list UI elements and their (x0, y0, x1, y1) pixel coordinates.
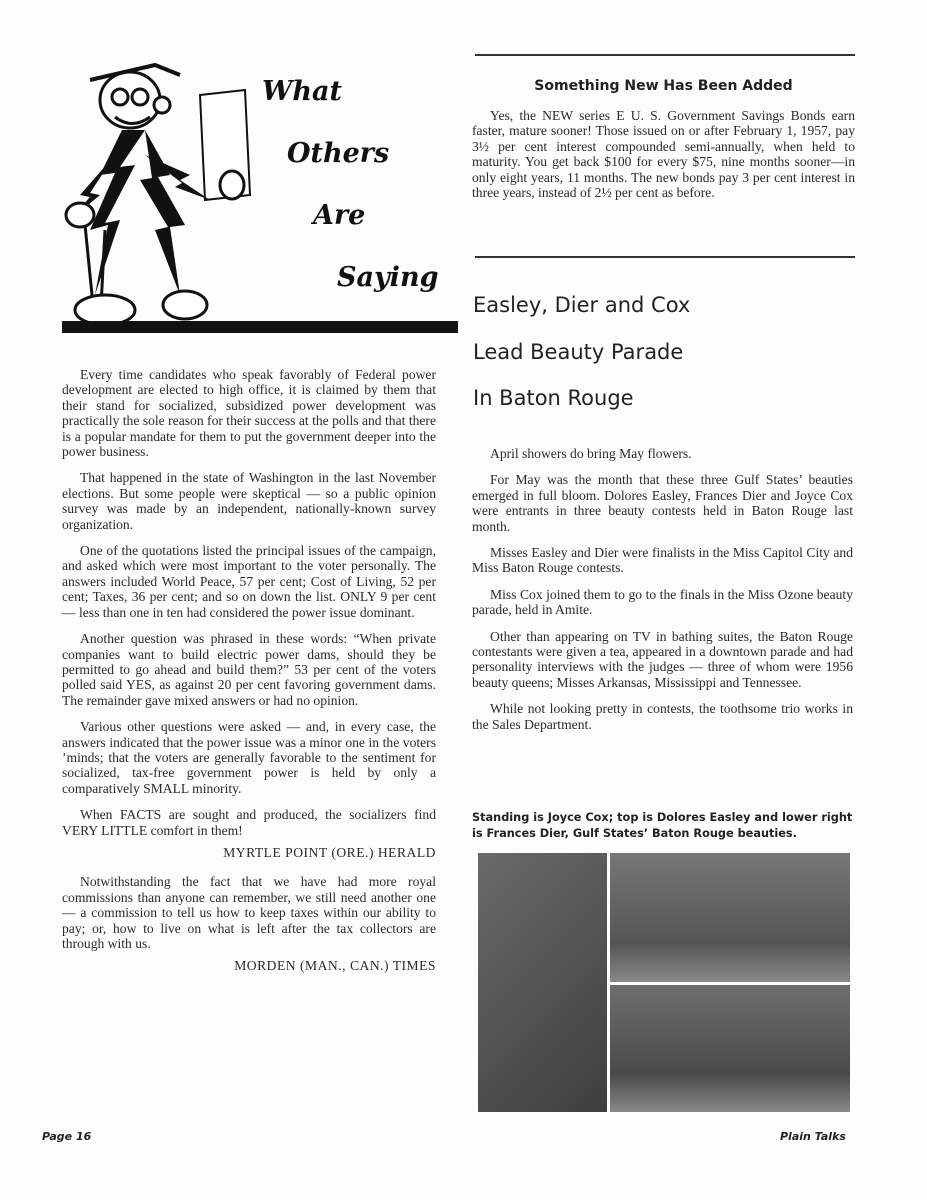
bonds-body: Yes, the NEW series E U. S. Government Savings Bonds earn faster, mature sooner! Those issued on or after February 1, 1957, pay 3½ per cent interest compounded semi-annually, when held to maturity. You get back $100 for every $75, nine months sooner—in only eight years, 11 months. The new bonds pay 3 per cent interest in three years, instead of 2½ per cent as before. (472, 108, 855, 201)
paragraph: Misses Easley and Dier were finalists in the Miss Capitol City and Miss Baton Rouge contests. (472, 545, 853, 576)
photo-caption: Standing is Joyce Cox; top is Dolores Easley and lower right is Frances Dier, Gulf States’ Baton Rouge beauties. (472, 811, 853, 840)
headline-line-2: Lead Beauty Parade (473, 340, 684, 364)
paragraph: When FACTS are sought and produced, the socializers find VERY LITTLE comfort in them! (62, 807, 436, 838)
photo-joyce-cox (478, 853, 607, 1112)
divider-rule (475, 256, 855, 258)
photo-frances-dier (610, 985, 850, 1112)
headline-line-1: Easley, Dier and Cox (473, 293, 691, 317)
divider-rule (475, 54, 855, 56)
left-column (62, 367, 436, 988)
header-word-saying: Saying (337, 262, 439, 293)
paragraph: Miss Cox joined them to go to the finals in the Miss Ozone beauty parade, held in Amite. (472, 586, 853, 618)
paragraph: While not looking pretty in contests, the toothsome trio works in the Sales Department. (472, 701, 853, 732)
headline-line-3: In Baton Rouge (473, 386, 634, 410)
bonds-article (472, 108, 855, 211)
paragraph: April showers do bring May flowers. (490, 446, 692, 461)
photo-dolores-easley (610, 853, 850, 982)
header-word-what: What (262, 76, 342, 107)
paragraph: Every time candidates who speak favorably of Federal power development are elected to high office, it is claimed by them that their stand for socialized, subsidized power development was practically the sole reason for their success at the polls and that there is a popular mandate for them to put the government deeper into the power business. (62, 367, 436, 460)
source-attribution: MORDEN (MAN., CAN.) TIMES (234, 958, 436, 974)
paragraph: Various other questions were asked — and, in every case, the answers indicated that the power issue was a minor one in the voters ’minds; that the voters are generally favorable to the sentiment for socialized, tax-free government power is held by only a comparatively SMALL minority. (62, 719, 436, 796)
paragraph: For May was the month that these three Gulf States’ beauties emerged in full bloom. Dolores Easley, Frances Dier and Joyce Cox were entrants in three beauty contests held in Baton Rouge last month. (472, 472, 853, 534)
header-word-others: Others (287, 138, 390, 169)
paragraph: Another question was phrased in these words: “When private companies want to build electric power dams, should they be permitted to go ahead and build them?” 53 per cent of the voters polled said YES, as against 20 per cent favoring government dams. The remainder gave mixed answers or had no opinion. (62, 631, 436, 708)
beauty-article (472, 446, 853, 743)
publication-name: Plain Talks (780, 1130, 846, 1143)
bonds-title: Something New Has Been Added (534, 78, 793, 94)
header-bar (62, 321, 458, 333)
paragraph: Notwithstanding the fact that we have had more royal commissions than anyone can remember, we still need another one — a commission to tell us how to keep taxes within our ability to pay; or, how to live on what is left after the tax collectors are through with us. (62, 874, 436, 951)
paragraph: One of the quotations listed the principal issues of the campaign, and asked which were most important to the voter personally. The answers included World Peace, 57 per cent; Cost of Living, 52 per cent; Taxes, 36 per cent; and so on down the list. ONLY 9 per cent — less than one in ten had considered the power issue dominant. (62, 543, 436, 620)
header-word-are: Are (313, 200, 366, 231)
source-attribution: MYRTLE POINT (ORE.) HERALD (223, 844, 436, 860)
paragraph: That happened in the state of Washington in the last November elections. But some people were skeptical — so a public opinion survey was made by an independent, nationally-known survey organization. (62, 470, 436, 532)
reddy-kilowatt-cartoon-icon (60, 55, 260, 330)
paragraph: Other than appearing on TV in bathing suites, the Baton Rouge contestants were given a tea, appeared in a downtown parade and had personality interviews with the judges — three of whom were 1956 beauty queens; Misses Arkansas, Mississippi and Tennessee. (472, 628, 853, 690)
page-number: Page 16 (42, 1130, 92, 1143)
